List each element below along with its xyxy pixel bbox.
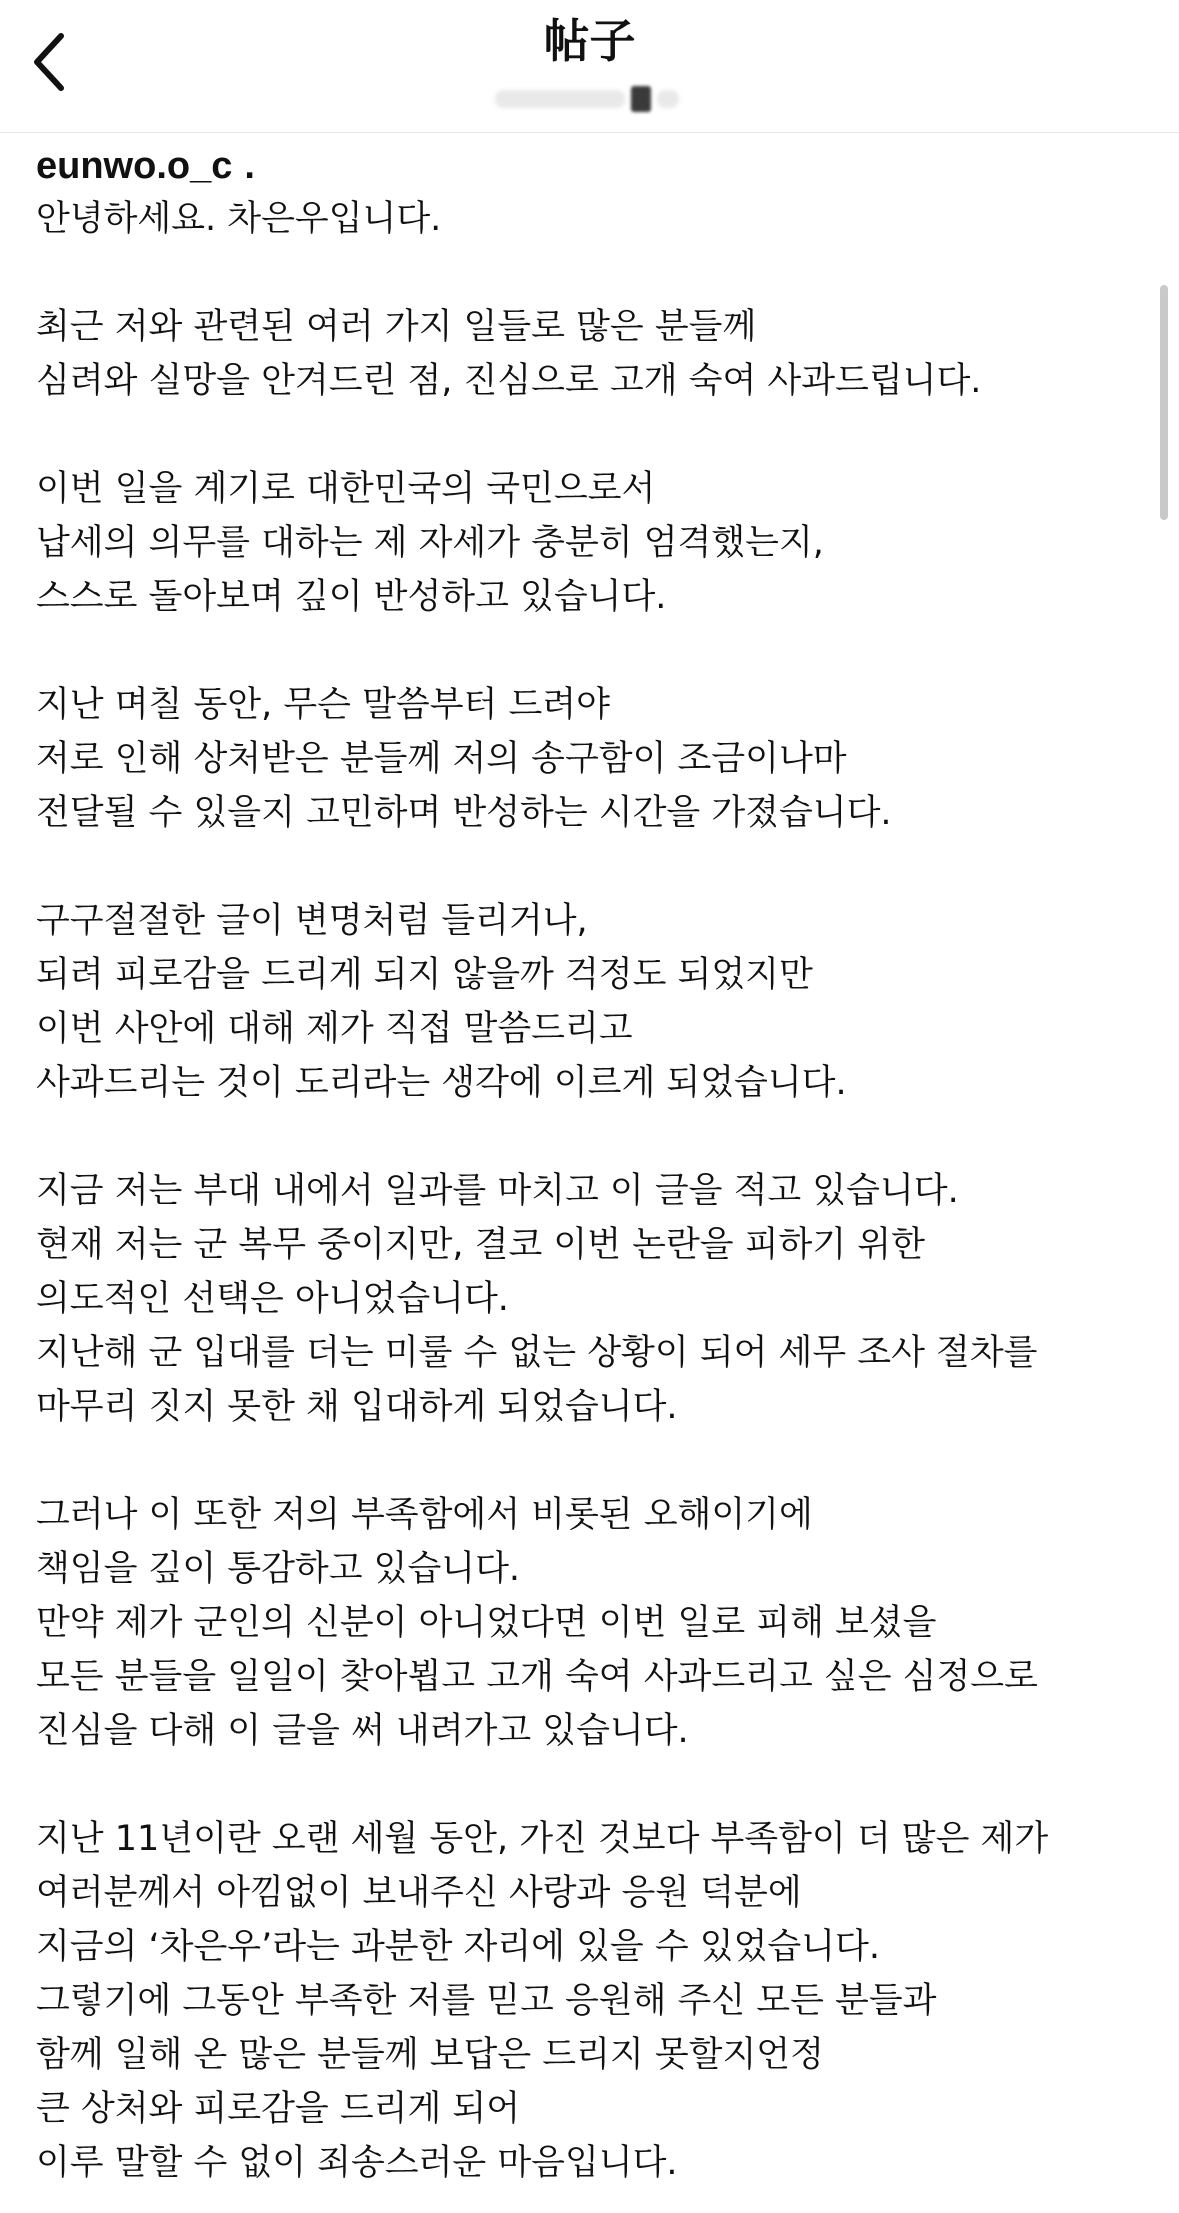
post-text-line: 납세의 의무를 대하는 제 자세가 충분히 엄격했는지, bbox=[36, 523, 824, 563]
post-text-line: 지난 11년이란 오랜 세월 동안, 가진 것보다 부족함이 더 많은 제가 bbox=[36, 1819, 1049, 1859]
post-text-line: 저로 인해 상처받은 분들께 저의 송구함이 조금이나마 bbox=[36, 739, 847, 779]
post-text-line: 큰 상처와 피로감을 드리게 되어 bbox=[36, 2089, 521, 2129]
paragraph-gap bbox=[36, 408, 1126, 462]
paragraph-gap bbox=[36, 840, 1126, 894]
post-text-line: 그러나 이 또한 저의 부족함에서 비롯된 오해이기에 bbox=[36, 1495, 813, 1535]
post-text-line: 함께 일해 온 많은 분들께 보답은 드리지 못할지언정 bbox=[36, 2035, 824, 2075]
post-text-line: 구구절절한 글이 변명처럼 들리거나, bbox=[36, 901, 588, 941]
post-text-line: 의도적인 선택은 아니었습니다. bbox=[36, 1279, 509, 1319]
scrollbar-thumb[interactable] bbox=[1160, 285, 1168, 520]
post-text-line: 마무리 짓지 못한 채 입대하게 되었습니다. bbox=[36, 1387, 678, 1427]
post-text-line: 지금 저는 부대 내에서 일과를 마치고 이 글을 적고 있습니다. bbox=[36, 1171, 959, 1211]
redacted-text-blur bbox=[657, 90, 679, 108]
redacted-mark bbox=[631, 86, 651, 112]
redacted-text-blur bbox=[495, 90, 625, 108]
post-text-line: 지난 며칠 동안, 무슨 말씀부터 드려야 bbox=[36, 685, 610, 725]
post-text-line: 이번 사안에 대해 제가 직접 말씀드리고 bbox=[36, 1009, 633, 1049]
post-text-line: 모든 분들을 일일이 찾아뵙고 고개 숙여 사과드리고 싶은 심정으로 bbox=[36, 1657, 1038, 1697]
post-text-line: 안녕하세요. 차은우입니다. bbox=[36, 199, 442, 239]
post-text-line: 지난해 군 입대를 더는 미룰 수 없는 상황이 되어 세무 조사 절차를 bbox=[36, 1333, 1038, 1373]
post-text-line: 되려 피로감을 드리게 되지 않을까 걱정도 되었지만 bbox=[36, 955, 813, 995]
post-text-line: 여러분께서 아낌없이 보내주신 사랑과 응원 덕분에 bbox=[36, 1873, 802, 1913]
top-nav-bar bbox=[0, 0, 1179, 133]
post-text-line: 현재 저는 군 복무 중이지만, 결코 이번 논란을 피하기 위한 bbox=[36, 1225, 925, 1265]
author-suffix: . bbox=[244, 145, 255, 187]
post-body bbox=[36, 192, 1126, 2190]
post-text-line: 그렇기에 그동안 부족한 저를 믿고 응원해 주신 모든 분들과 bbox=[36, 1981, 937, 2021]
post-text-line: 지금의 ‘차은우’라는 과분한 자리에 있을 수 있었습니다. bbox=[36, 1927, 880, 1967]
post-content bbox=[36, 140, 1126, 2190]
paragraph-gap bbox=[36, 246, 1126, 300]
post-author bbox=[36, 140, 1126, 192]
paragraph-gap bbox=[36, 624, 1126, 678]
page-title: 帖子 bbox=[543, 14, 636, 68]
post-text-line: 스스로 돌아보며 깊이 반성하고 있습니다. bbox=[36, 577, 667, 617]
post-text-line: 사과드리는 것이 도리라는 생각에 이르게 되었습니다. bbox=[36, 1063, 847, 1103]
paragraph-gap bbox=[36, 1110, 1126, 1164]
author-username[interactable]: eunwo.o_c bbox=[36, 145, 233, 187]
paragraph-gap bbox=[36, 1758, 1126, 1812]
redacted-subtitle bbox=[495, 84, 685, 114]
post-text-line: 만약 제가 군인의 신분이 아니었다면 이번 일로 피해 보셨을 bbox=[36, 1603, 937, 1643]
paragraph-gap bbox=[36, 1434, 1126, 1488]
post-text-line: 이루 말할 수 없이 죄송스러운 마음입니다. bbox=[36, 2143, 678, 2183]
post-text-line: 진심을 다해 이 글을 써 내려가고 있습니다. bbox=[36, 1711, 689, 1751]
post-text-line: 이번 일을 계기로 대한민국의 국민으로서 bbox=[36, 469, 656, 509]
post-text-line: 최근 저와 관련된 여러 가지 일들로 많은 분들께 bbox=[36, 307, 757, 347]
post-text-line: 심려와 실망을 안겨드린 점, 진심으로 고개 숙여 사과드립니다. bbox=[36, 361, 982, 401]
post-text-line: 전달될 수 있을지 고민하며 반성하는 시간을 가졌습니다. bbox=[36, 793, 892, 833]
post-text-line: 책임을 깊이 통감하고 있습니다. bbox=[36, 1549, 521, 1589]
